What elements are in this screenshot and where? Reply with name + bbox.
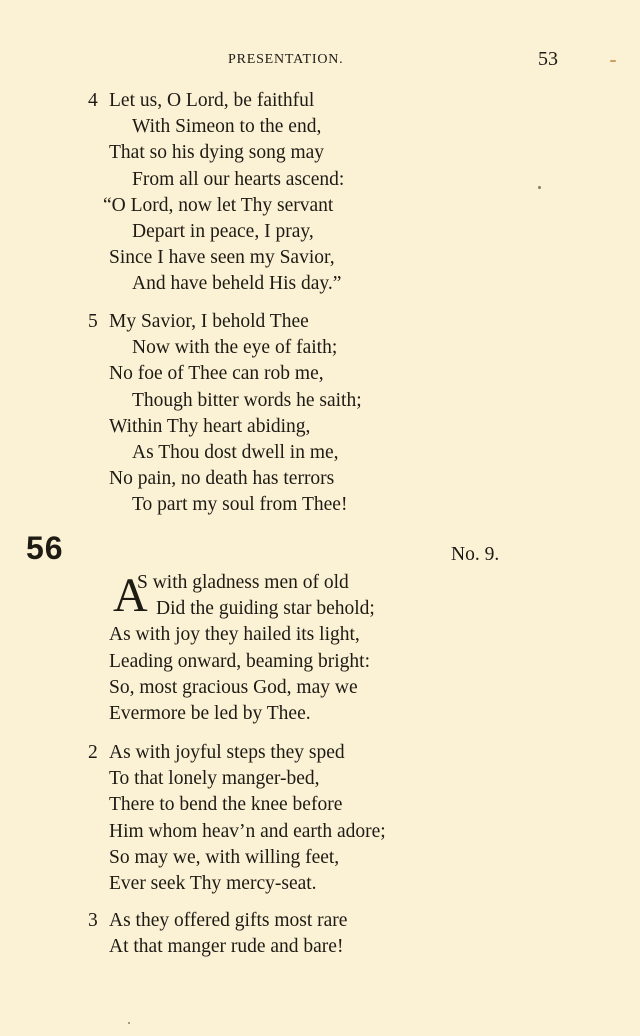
paper-speck <box>128 1022 130 1024</box>
stanza-number: 4 <box>88 90 98 111</box>
verse-line: Him whom heav’n and earth adore; <box>109 820 386 842</box>
hymn-number: 56 <box>26 530 64 566</box>
verse-line: Leading onward, beaming bright: <box>109 650 371 672</box>
paper-speck <box>610 60 616 62</box>
hymn-56-stanza-2 <box>88 740 386 897</box>
verse-line: From all our hearts ascend: <box>132 168 345 190</box>
page-number: 53 <box>538 48 558 70</box>
hymn-56-stanza-1 <box>88 570 375 727</box>
verse-line: 3 As they offered gifts most rare <box>88 908 347 934</box>
verse-line: Since I have seen my Savior, <box>109 247 335 269</box>
verse-line: That so his dying song may <box>109 142 325 164</box>
verse-line: Though bitter words he saith; <box>132 389 362 411</box>
verse-line: So, most gracious God, may we <box>109 676 358 698</box>
stanza-number: 3 <box>88 910 98 931</box>
verse-line: With Simeon to the end, <box>132 116 322 138</box>
verse-line: Evermore be led by Thee. <box>109 702 311 724</box>
verse-line: As Thou dost dwell in me, <box>132 441 339 463</box>
verse-line: Now with the eye of faith; <box>132 337 338 359</box>
verse-line: As with joy they hailed its light, <box>109 624 360 646</box>
running-title: PRESENTATION. <box>228 52 344 67</box>
hymn-56-stanza-3 <box>88 908 347 960</box>
stanza-5 <box>88 309 362 519</box>
stanza-number: 5 <box>88 311 98 332</box>
verse-line: To that lonely manger-bed, <box>109 768 320 790</box>
verse-line: S with gladness men of old <box>137 572 349 593</box>
verse-line: And have beheld His day.” <box>132 273 342 295</box>
verse-line: 5 My Savior, I behold Thee <box>88 309 362 335</box>
drop-cap: A <box>113 569 148 622</box>
stanza-number: 2 <box>88 742 98 763</box>
verse-line: So may we, with willing feet, <box>109 846 340 868</box>
page-header <box>0 48 640 72</box>
verse-line: 2 As with joyful steps they sped <box>88 740 386 766</box>
verse-line: 4 Let us, O Lord, be faithful <box>88 88 344 114</box>
verse-line: Ever seek Thy mercy-seat. <box>109 872 317 894</box>
verse-line: Did the guiding star behold; <box>156 598 375 620</box>
stanza-4 <box>88 88 344 298</box>
verse-line: To part my soul from Thee! <box>132 494 348 516</box>
verse-line: There to bend the knee before <box>109 794 343 816</box>
verse-line: Within Thy heart abiding, <box>109 415 311 437</box>
paper-speck <box>538 186 541 189</box>
verse-line: No foe of Thee can rob me, <box>109 363 324 385</box>
tune-reference: No. 9. <box>451 544 500 565</box>
verse-line: “O Lord, now let Thy servant <box>103 194 334 216</box>
verse-line: No pain, no death has terrors <box>109 468 335 490</box>
verse-line: At that manger rude and bare! <box>109 936 344 958</box>
verse-line: Depart in peace, I pray, <box>132 220 314 242</box>
